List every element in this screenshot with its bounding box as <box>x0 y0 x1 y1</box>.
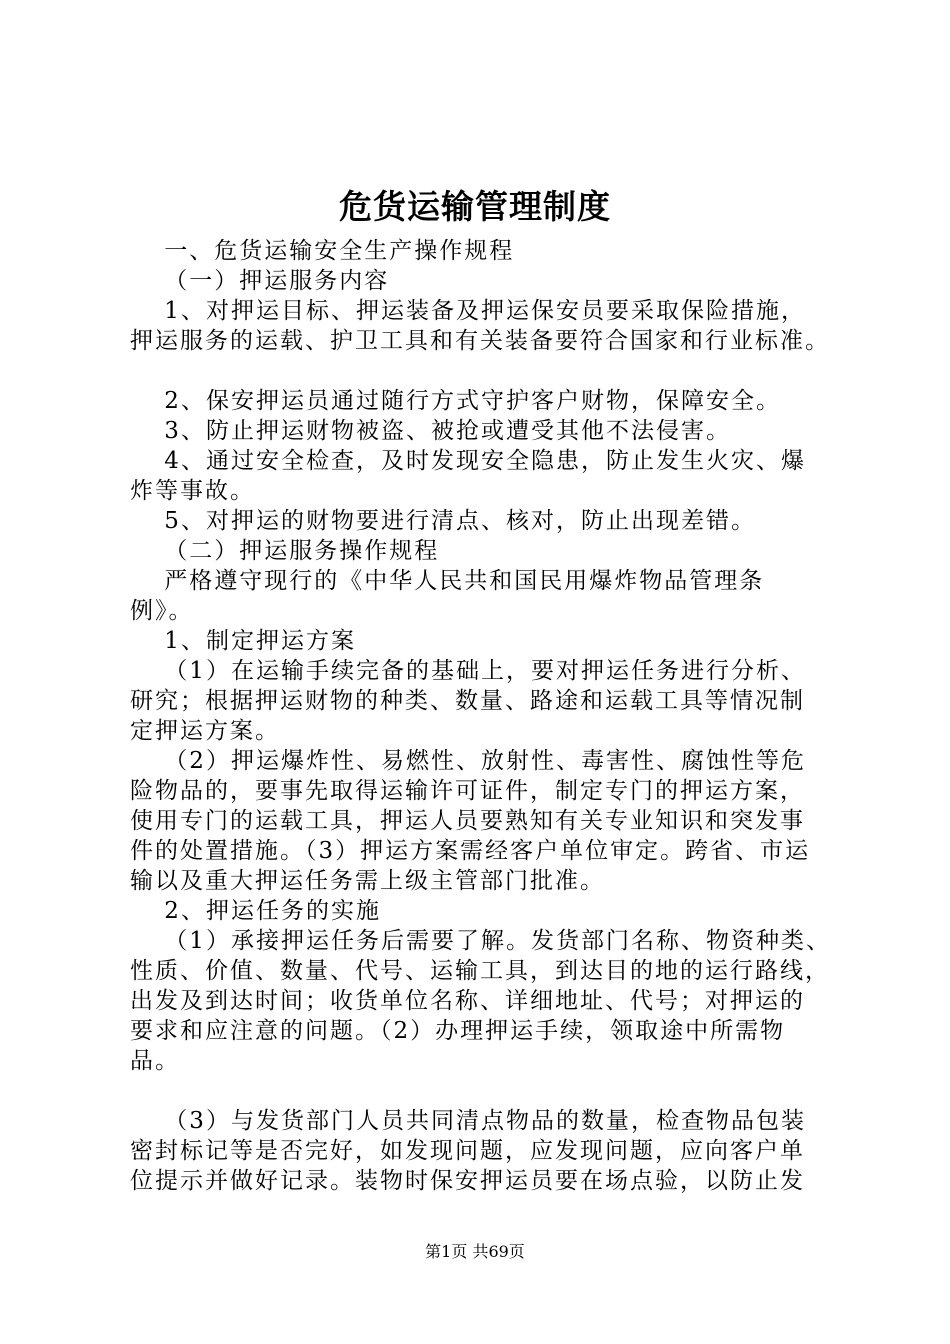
body-line: 4、通过安全检查，及时发现安全隐患，防止发生火灾、爆 <box>130 448 806 474</box>
body-line: 定押运方案。 <box>130 718 280 744</box>
body-line: 3、防止押运财物被盗、被抢或遭受其他不法侵害。 <box>130 418 731 444</box>
body-line: 险物品的，要事先取得运输许可证件，制定专门的押运方案， <box>130 778 805 804</box>
body-line: 炸等事故。 <box>130 478 255 504</box>
body-line: 研究；根据押运财物的种类、数量、路途和运载工具等情况制 <box>130 688 805 714</box>
document-title: 危货运输管理制度 <box>339 187 611 226</box>
body-line: 严格遵守现行的《中华人民共和国民用爆炸物品管理条 <box>130 568 765 594</box>
body-line: （3）与发货部门人员共同清点物品的数量，检查物品包装 <box>130 1108 806 1134</box>
page-footer: 第1页 共69页 <box>425 1242 525 1261</box>
body-line: 例》。 <box>130 598 194 624</box>
body-line: 2、保安押运员通过随行方式守护客户财物，保障安全。 <box>130 388 781 414</box>
body-line: 1、对押运目标、押运装备及押运保安员要采取保险措施， <box>130 298 806 324</box>
body-line: 件的处置措施。（3）押运方案需经客户单位审定。跨省、市运 <box>130 838 811 864</box>
body-line: 使用专门的运载工具，押运人员要熟知有关专业知识和突发事 <box>130 808 805 834</box>
body-line: （1）承接押运任务后需要了解。发货部门名称、物资种类、 <box>130 928 831 954</box>
body-line: 要求和应注意的问题。（2）办理押运手续，领取途中所需物品。 <box>130 1018 786 1074</box>
body-line: （二）押运服务操作规程 <box>130 538 440 564</box>
body-line: 一、危货运输安全生产操作规程 <box>130 238 515 264</box>
blank-line <box>130 356 835 386</box>
body-line: 押运服务的运载、护卫工具和有关装备要符合国家和行业标准。 <box>130 328 830 354</box>
body-line: 密封标记等是否完好，如发现问题，应发现问题，应向客户单 <box>130 1138 805 1164</box>
body-line: （1）在运输手续完备的基础上，要对押运任务进行分析、 <box>130 658 806 684</box>
body-line: 2、押运任务的实施 <box>130 898 381 924</box>
blank-line <box>130 1076 835 1106</box>
body-line: 性质、价值、数量、代号、运输工具，到达目的地的运行路线， <box>130 958 830 984</box>
document-body <box>130 236 835 1196</box>
body-line: 输以及重大押运任务需上级主管部门批准。 <box>130 868 605 894</box>
body-line: 出发及到达时间；收货单位名称、详细地址、代号；对押运的 <box>130 988 805 1014</box>
body-line: 位提示并做好记录。装物时保安押运员要在场点验，以防止发 <box>130 1168 805 1194</box>
body-line: 5、对押运的财物要进行清点、核对，防止出现差错。 <box>130 508 756 534</box>
body-line: （2）押运爆炸性、易燃性、放射性、毒害性、腐蚀性等危 <box>130 748 806 774</box>
body-line: （一）押运服务内容 <box>130 268 390 294</box>
body-line: 1、制定押运方案 <box>130 628 356 654</box>
